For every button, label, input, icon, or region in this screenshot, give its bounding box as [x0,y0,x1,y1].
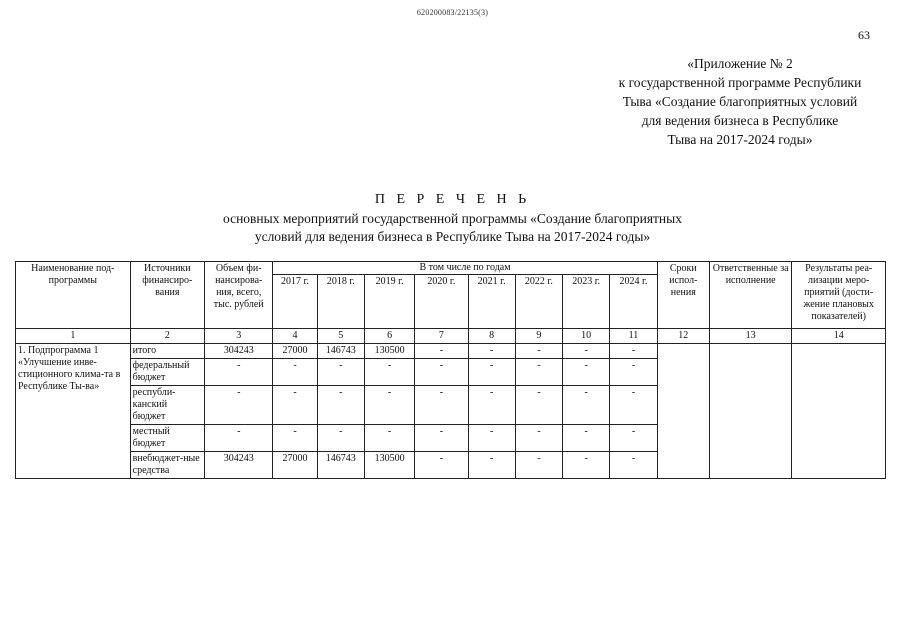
header-year: 2021 г. [468,275,515,329]
column-number: 3 [205,329,273,344]
responsible-cell [709,344,791,479]
column-number: 13 [709,329,791,344]
column-number: 8 [468,329,515,344]
value-cell: - [415,386,468,425]
value-cell: - [468,425,515,452]
appendix-line: «Приложение № 2 [687,56,793,71]
table-row [16,344,886,359]
header-year: 2018 г. [317,275,364,329]
value-cell: - [317,386,364,425]
subtitle-line: условий для ведения бизнеса в Республике Тыва на 2017-2024 годы» [254,229,651,244]
value-cell: - [610,452,657,479]
page-number: 63 [858,28,870,42]
column-number: 11 [610,329,657,344]
document-id: 620200083/22135(3) [416,8,489,17]
appendix-line: Тыва на 2017-2024 годы» [667,132,813,147]
header-name: Наименование под-программы [16,262,131,329]
source-cell: федеральный бюджет [130,359,204,386]
value-cell: - [610,344,657,359]
value-cell: - [468,452,515,479]
value-cell: - [515,344,562,359]
activities-table [15,261,886,479]
header-year: 2023 г. [563,275,610,329]
header-responsible: Ответственные за исполнение [709,262,791,329]
value-cell: - [273,425,317,452]
header-terms: Сроки испол-нения [657,262,709,329]
column-number: 2 [130,329,204,344]
value-cell: 146743 [317,452,364,479]
appendix-note [560,54,905,149]
value-cell: - [563,386,610,425]
source-cell: внебюджет-ные средства [130,452,204,479]
value-cell: - [563,452,610,479]
value-cell: - [563,425,610,452]
appendix-line: к государственной программе Республики [618,75,862,90]
value-cell: - [610,386,657,425]
subprogram-name: 1. Подпрограмма 1 «Улучшение инве-стиционного клима-та в Республике Ты-ва» [16,344,131,479]
value-cell: 27000 [273,452,317,479]
results-cell [792,344,886,479]
value-cell: - [468,386,515,425]
value-cell: - [415,452,468,479]
value-cell: - [415,344,468,359]
column-numbers-row [16,329,886,344]
header-by-years: В том числе по годам [273,262,657,275]
value-cell: - [273,359,317,386]
value-cell: - [205,386,273,425]
column-number: 14 [792,329,886,344]
value-cell: - [415,359,468,386]
value-cell: 304243 [205,344,273,359]
value-cell: - [563,344,610,359]
document-subtitle [0,210,905,246]
column-number: 9 [515,329,562,344]
value-cell: - [364,386,414,425]
header-year: 2020 г. [415,275,468,329]
terms-cell [657,344,709,479]
header-sources: Источники финансиро-вания [130,262,204,329]
value-cell: - [515,425,562,452]
document-title: П Е Р Е Ч Е Н Ь [374,192,531,207]
value-cell: - [273,386,317,425]
header-year: 2019 г. [364,275,414,329]
column-number: 10 [563,329,610,344]
value-cell: - [468,344,515,359]
subtitle-line: основных мероприятий государственной программы «Создание благоприятных [223,211,682,226]
value-cell: - [610,425,657,452]
appendix-line: для ведения бизнеса в Республике [641,113,839,128]
header-volume: Объем фи-нансирова-ния, всего, тыс. рублей [205,262,273,329]
value-cell: - [317,425,364,452]
value-cell: - [468,359,515,386]
header-row [16,262,886,275]
value-cell: - [610,359,657,386]
value-cell: - [205,359,273,386]
header-year: 2024 г. [610,275,657,329]
value-cell: 130500 [364,452,414,479]
value-cell: - [364,359,414,386]
header-year: 2022 г. [515,275,562,329]
source-cell: итого [130,344,204,359]
column-number: 4 [273,329,317,344]
value-cell: - [515,386,562,425]
column-number: 1 [16,329,131,344]
value-cell: - [515,359,562,386]
value-cell: 304243 [205,452,273,479]
header-year: 2017 г. [273,275,317,329]
source-cell: республи-канский бюджет [130,386,204,425]
value-cell: - [364,425,414,452]
header-results: Результаты реа-лизации меро-приятий (дости-жение плановых показателей) [792,262,886,329]
column-number: 6 [364,329,414,344]
column-number: 5 [317,329,364,344]
value-cell: - [563,359,610,386]
value-cell: 146743 [317,344,364,359]
value-cell: - [415,425,468,452]
source-cell: местный бюджет [130,425,204,452]
value-cell: - [205,425,273,452]
value-cell: - [515,452,562,479]
column-number: 7 [415,329,468,344]
value-cell: 130500 [364,344,414,359]
value-cell: - [317,359,364,386]
column-number: 12 [657,329,709,344]
value-cell: 27000 [273,344,317,359]
appendix-line: Тыва «Создание благоприятных условий [622,94,858,109]
